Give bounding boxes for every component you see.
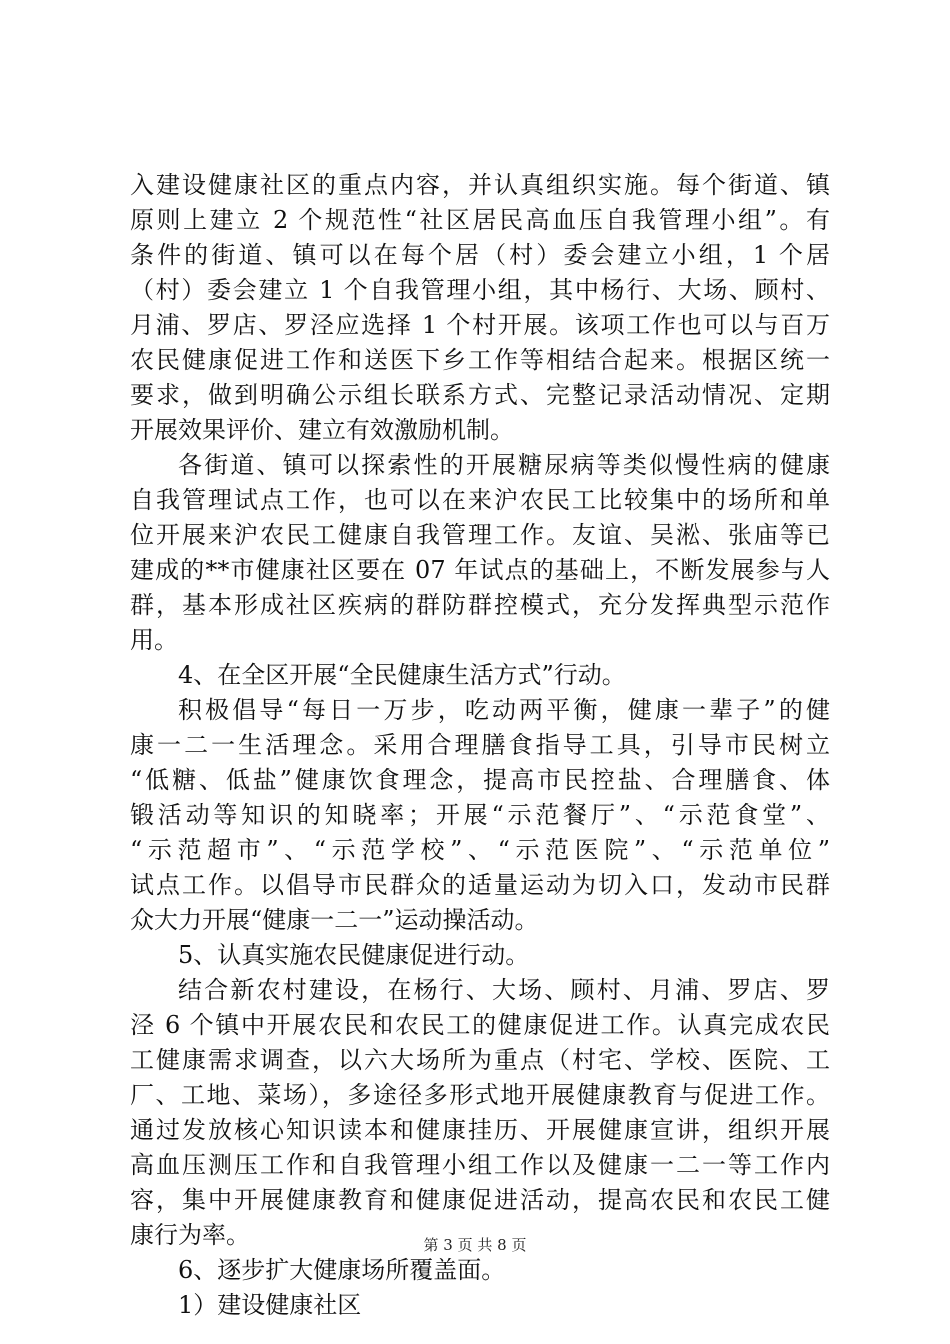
text-line: 高血压测压工作和自我管理小组工作以及健康一二一等工作内 [130,1151,830,1179]
page-footer: 第 3 页 共 8 页 [423,1236,527,1254]
text-line: 要求，做到明确公示组长联系方式、完整记录活动情况、定期 [130,381,830,409]
text-line: “示范超市”、“示范学校”、“示范医院”、“示范单位” [130,836,830,864]
text-line: 6、逐步扩大健康场所覆盖面。 [178,1256,506,1284]
text-line: 自我管理试点工作，也可以在来沪农民工比较集中的场所和单 [130,486,830,514]
paragraph [130,1288,830,1323]
paragraph [130,938,830,973]
text-line: 群，基本形成社区疾病的群防群控模式，充分发挥典型示范作 [130,591,830,619]
text-line: 积极倡导“每日一万步，吃动两平衡，健康一辈子”的健 [178,696,830,724]
text-line: 工健康需求调查，以六大场所为重点（村宅、学校、医院、工 [130,1046,830,1074]
text-line: 康行为率。 [130,1221,250,1249]
text-line: 入建设健康社区的重点内容，并认真组织实施。每个街道、镇 [130,171,830,199]
text-line: 原则上建立 2 个规范性“社区居民高血压自我管理小组”。有 [130,206,830,234]
text-line: （村）委会建立 1 个自我管理小组，其中杨行、大场、顾村、 [130,276,830,304]
paragraph [130,973,830,1253]
text-line: 众大力开展“健康一二一”运动操活动。 [130,906,539,934]
text-line: 条件的街道、镇可以在每个居（村）委会建立小组，1 个居 [130,241,830,269]
text-line: 用。 [130,626,178,654]
paragraph [130,448,830,658]
text-line: 结合新农村建设，在杨行、大场、顾村、月浦、罗店、罗 [178,976,830,1004]
text-line: 通过发放核心知识读本和健康挂历、开展健康宣讲，组织开展 [130,1116,830,1144]
text-line: 开展效果评价、建立有效激励机制。 [130,416,514,444]
text-line: 康一二一生活理念。采用合理膳食指导工具，引导市民树立 [130,731,830,759]
text-line: “低糖、低盐”健康饮食理念，提高市民控盐、合理膳食、体 [130,766,830,794]
paragraph [130,168,830,448]
text-line: 建成的**市健康社区要在 07 年试点的基础上，不断发展参与人 [130,556,830,584]
text-line: 4、在全区开展“全民健康生活方式”行动。 [178,661,626,689]
text-line: 月浦、罗店、罗泾应选择 1 个村开展。该项工作也可以与百万 [130,311,830,339]
text-line: 厂、工地、菜场），多途径多形式地开展健康教育与促进工作。 [130,1081,830,1109]
text-line: 各街道、镇可以探索性的开展糖尿病等类似慢性病的健康 [178,451,830,479]
text-line: 锻活动等知识的知晓率；开展“示范餐厅”、“示范食堂”、 [130,801,830,829]
text-line: 1）建设健康社区 [178,1291,362,1319]
text-line: 5、认真实施农民健康促进行动。 [178,941,530,969]
paragraph [130,693,830,938]
paragraph [130,658,830,693]
text-line: 位开展来沪农民工健康自我管理工作。友谊、吴淞、张庙等已 [130,521,830,549]
text-line: 泾 6 个镇中开展农民和农民工的健康促进工作。认真完成农民 [130,1011,830,1039]
text-line: 试点工作。以倡导市民群众的适量运动为切入口，发动市民群 [130,871,830,899]
paragraph [130,1253,830,1288]
text-line: 容，集中开展健康教育和健康促进活动，提高农民和农民工健 [130,1186,830,1214]
text-line: 农民健康促进工作和送医下乡工作等相结合起来。根据区统一 [130,346,830,374]
document-body [130,168,830,1323]
